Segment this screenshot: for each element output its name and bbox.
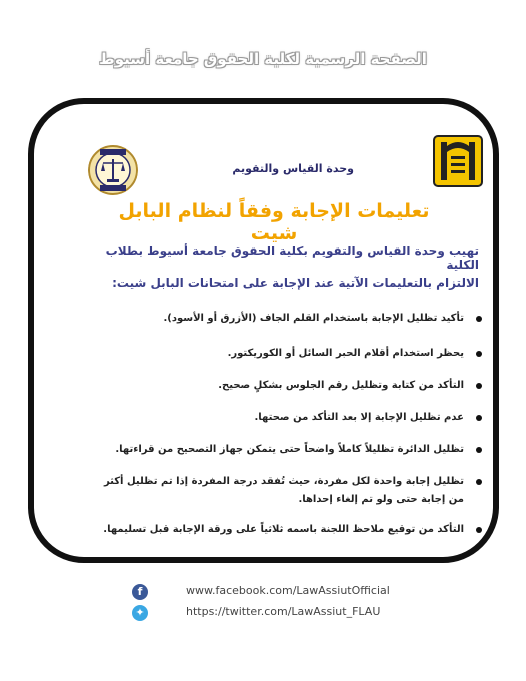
twitter-link[interactable]: https://twitter.com/LawAssiut_FLAU — [186, 605, 381, 618]
twitter-link-row[interactable] — [124, 605, 444, 623]
rule-item: تظليل إجابة واحدة لكل مفردة، حيث تُفقد درجة المفردة إذا تم تظليل أكثر من إجابة حتى ولو تم إلغاء إحداها. — [90, 473, 484, 509]
bullet-icon — [476, 316, 482, 322]
bullet-icon — [476, 479, 482, 485]
facebook-link-row[interactable] — [124, 584, 444, 602]
bullet-icon — [476, 351, 482, 357]
rule-item: عدم تظليل الإجابة إلا بعد التأكد من صحتها. — [90, 409, 484, 427]
rule-item: يحظر استخدام أقلام الحبر السائل أو الكوريكتور. — [90, 345, 484, 363]
facebook-icon[interactable]: f — [132, 584, 148, 600]
assiut-university-logo — [432, 134, 484, 188]
instructions-frame — [28, 98, 499, 563]
rule-item: تأكيد تظليل الإجابة باستخدام القلم الجاف (الأزرق أو الأسود). — [90, 310, 484, 328]
intro-line-2: الالتزام بالتعليمات الآتية عند الإجابة على امتحانات البابل شيت: — [112, 276, 479, 290]
bullet-icon — [476, 383, 482, 389]
intro-line-1: تهيب وحدة القياس والتقويم بكلية الحقوق جامعة أسيوط بطلاب الكلية — [105, 244, 479, 272]
page-header-title: الصفحة الرسمية لكلية الحقوق جامعة أسيوط — [99, 50, 427, 68]
rule-item: تظليل الدائرة تظليلاً كاملاً واضحاً حتى يتمكن جهاز التصحيح من قراءتها. — [90, 441, 484, 459]
faculty-law-seal-logo — [88, 144, 138, 196]
bullet-icon — [476, 447, 482, 453]
bullet-icon — [476, 527, 482, 533]
rule-item: التأكد من كتابة وتظليل رقم الجلوس بشكلٍ صحيح. — [90, 377, 484, 395]
twitter-icon[interactable]: ✦ — [132, 605, 148, 621]
bullet-icon — [476, 415, 482, 421]
rules-list — [90, 300, 484, 539]
main-heading: تعليمات الإجابة وفقاً لنظام البابل شيت — [118, 200, 430, 244]
rule-item: التأكد من توقيع ملاحظ اللجنة باسمه ثلاثياً على ورقة الإجابة قبل تسليمها. — [90, 521, 484, 539]
facebook-link[interactable]: www.facebook.com/LawAssiutOfficial — [186, 584, 390, 597]
unit-name: وحدة القياس والتقويم — [232, 162, 354, 175]
